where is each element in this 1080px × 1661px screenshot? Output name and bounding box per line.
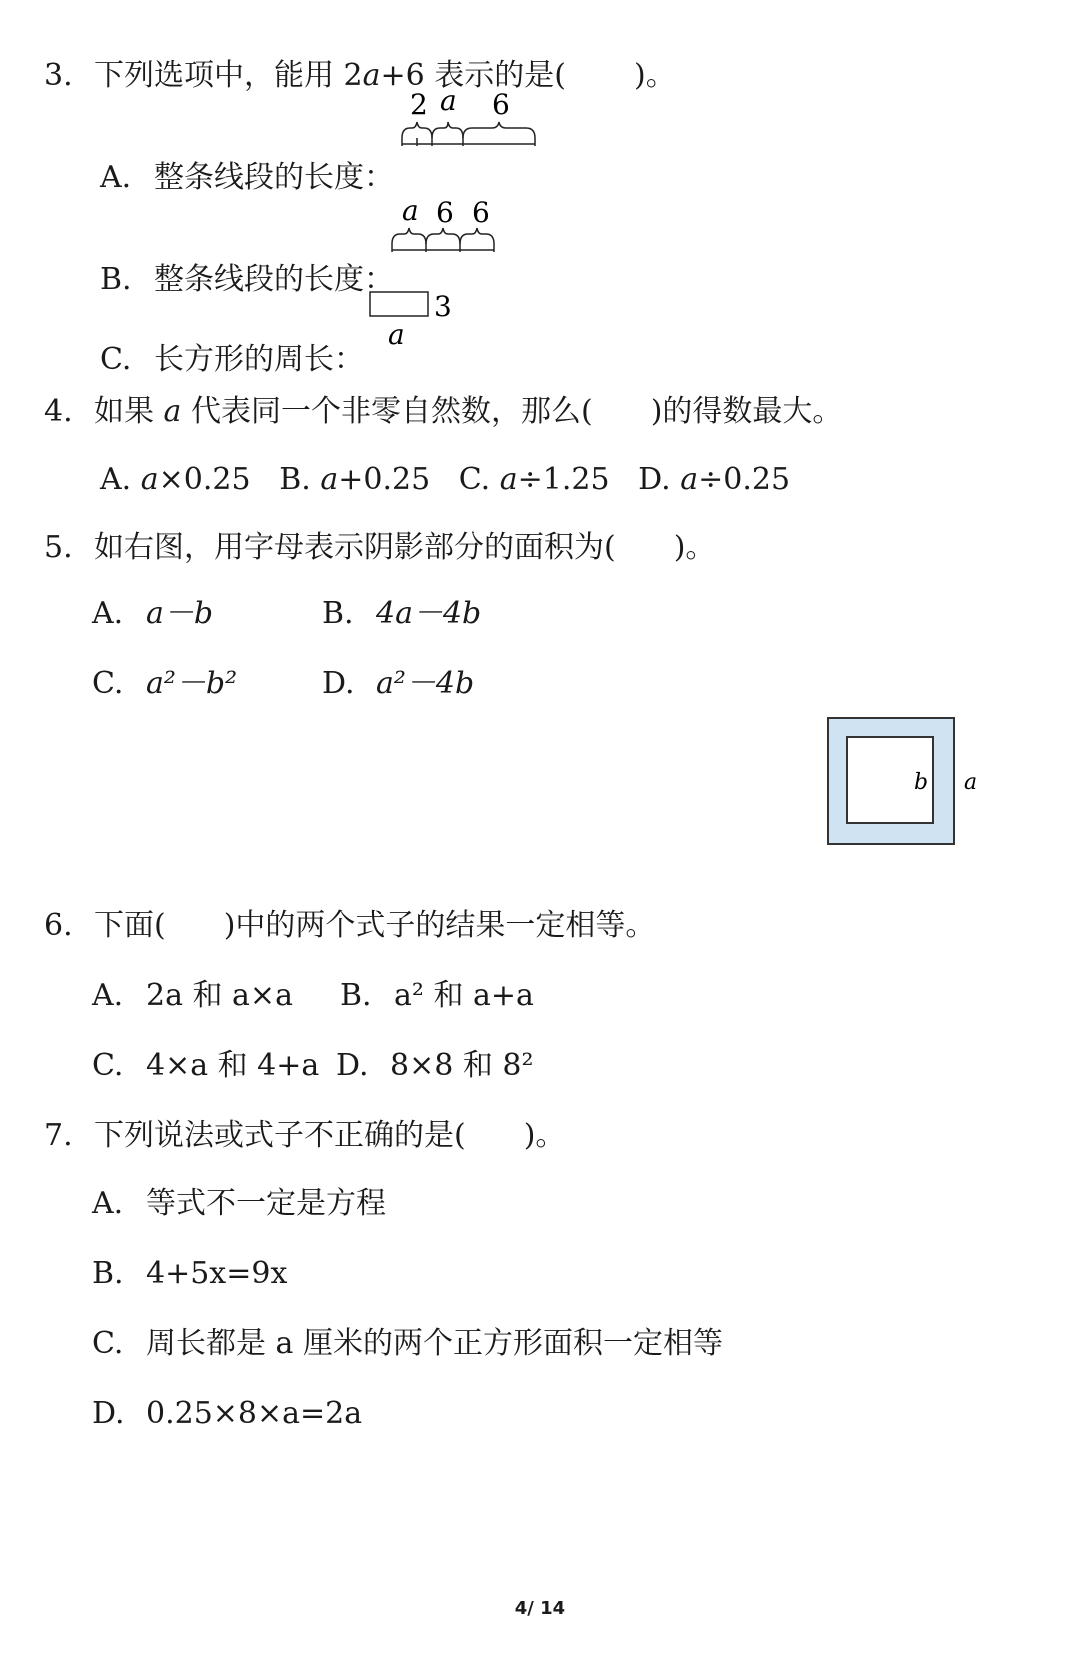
q5-option-c-text: a²－b²: [146, 666, 238, 701]
q3-c-rect-side: 3: [434, 290, 452, 323]
q7-option-b-text: 4+5x=9x: [146, 1256, 288, 1291]
q3-b-ticks: [392, 244, 494, 252]
q7-option-d-label: D.: [92, 1396, 125, 1431]
q6-option-b-label: B.: [340, 978, 372, 1013]
q3-stem-post: +6 表示的是(: [380, 58, 566, 93]
q3-a-ticks: [402, 138, 535, 146]
q7-stem-end: )。: [523, 1118, 566, 1153]
q4-option-b-label: B.: [279, 462, 311, 497]
q5-outer-label: a: [964, 770, 978, 795]
q6-option-b: [340, 942, 534, 1014]
q7-option-b-label: B.: [92, 1256, 124, 1291]
q3-a-seg-label-1: 2: [410, 88, 428, 121]
q6-option-c-label: C.: [92, 1048, 124, 1083]
q5-option-c-label: C.: [92, 666, 124, 701]
q6-stem: [44, 872, 655, 944]
q3-a-seg-label-3: 6: [492, 88, 510, 121]
q6-option-a-text: 2a 和 a×a: [146, 978, 293, 1013]
q3-b-brace-1: [392, 228, 426, 244]
q3-option-c-text: 长方形的周长：: [154, 342, 364, 377]
q3-option-a-text: 整条线段的长度：: [154, 160, 394, 195]
q4-option-d: [638, 462, 790, 497]
q4-option-c-expr: ÷1.25: [517, 462, 610, 497]
q5-stem-text: 如右图，用字母表示阴影部分的面积为(: [94, 530, 616, 565]
q4-option-b-expr: +0.25: [338, 462, 431, 497]
q7-number: 7.: [44, 1118, 73, 1153]
q4-option-c-var: a: [499, 462, 518, 497]
q7-stem-text: 下列说法或式子不正确的是(: [94, 1118, 466, 1153]
q3-option-b-segment-diagram: [390, 190, 510, 262]
q5-option-c: [92, 630, 237, 702]
q7-option-a: [92, 1150, 386, 1222]
q6-option-a: [92, 942, 293, 1014]
q3-option-c-rectangle-diagram: [368, 286, 468, 350]
q3-stem: [44, 22, 676, 94]
q5-option-d-label: D.: [322, 666, 355, 701]
q5-option-b-text: 4a－4b: [376, 596, 482, 631]
q7-option-a-text: 等式不一定是方程: [146, 1186, 386, 1221]
q4-var-a: a: [163, 394, 182, 429]
q4-option-b: [279, 462, 430, 497]
q3-var-a: a: [362, 58, 381, 93]
q5-number: 5.: [44, 530, 73, 565]
q4-stem-pre: 如果: [94, 394, 164, 429]
q3-c-rect-bottom: a: [388, 318, 405, 350]
q5-option-b-label: B.: [322, 596, 354, 631]
q6-option-a-label: A.: [92, 978, 124, 1013]
q7-option-d: [92, 1360, 362, 1432]
page-number: 4/ 14: [514, 1598, 566, 1619]
q3-a-brace-1: [402, 122, 432, 138]
q3-b-braces: [392, 228, 494, 252]
q7-option-c-text: 周长都是 a 厘米的两个正方形面积一定相等: [146, 1326, 723, 1361]
q3-stem-end: )。: [633, 58, 676, 93]
q4-stem-end: )的得数最大。: [650, 394, 843, 429]
q6-option-d-label: D.: [336, 1048, 369, 1083]
q4-option-a-expr: ×0.25: [158, 462, 251, 497]
q5-stem: [44, 494, 715, 566]
q4-option-d-label: D.: [638, 462, 671, 497]
q5-option-a: [92, 560, 213, 632]
q6-option-c: [92, 1012, 319, 1084]
q6-option-d: [336, 1012, 534, 1084]
q4-options: [100, 426, 790, 498]
q7-option-a-label: A.: [92, 1186, 124, 1221]
q3-b-seg-label-2: 6: [436, 196, 454, 229]
q3-option-b-text: 整条线段的长度：: [154, 262, 394, 297]
q3-a-brace-2: [432, 122, 463, 138]
q6-stem-end: )中的两个式子的结果一定相等。: [223, 908, 656, 943]
q5-option-d: [322, 630, 474, 702]
q3-a-brace-3: [463, 122, 535, 138]
q4-stem: [44, 358, 842, 430]
q3-stem-pre: 下列选项中，能用 2: [94, 58, 363, 93]
q4-option-a: [100, 462, 251, 497]
q4-option-a-label: A.: [100, 462, 132, 497]
q5-option-a-text: a－b: [146, 596, 214, 631]
q4-option-c-label: C.: [458, 462, 491, 497]
q3-b-seg-label-3: 6: [472, 196, 490, 229]
q3-option-a-label: A.: [100, 160, 132, 195]
q5-stem-end: )。: [673, 530, 716, 565]
q5-square-figure: [826, 716, 986, 850]
q3-c-rectangle: [370, 292, 428, 316]
q4-stem-mid: 代表同一个非零自然数，那么(: [181, 394, 593, 429]
q5-option-b: [322, 560, 481, 632]
q7-option-b: [92, 1220, 287, 1292]
q3-b-brace-3: [460, 228, 494, 244]
q4-option-d-var: a: [680, 462, 699, 497]
q3-a-braces: [402, 122, 535, 146]
q3-a-seg-label-2: a: [440, 84, 457, 117]
q6-option-d-text: 8×8 和 8²: [390, 1048, 534, 1083]
q5-option-a-label: A.: [92, 596, 124, 631]
q3-option-a: [100, 124, 394, 196]
q7-option-c: [92, 1290, 723, 1362]
q3-option-c-label: C.: [100, 342, 132, 377]
q6-number: 6.: [44, 908, 73, 943]
q5-option-d-text: a²－4b: [376, 666, 475, 701]
q4-option-a-var: a: [140, 462, 159, 497]
q4-option-d-expr: ÷0.25: [698, 462, 791, 497]
q3-option-a-segment-diagram: [400, 84, 550, 156]
q6-option-c-text: 4×a 和 4+a: [146, 1048, 320, 1083]
q7-option-d-text: 0.25×8×a=2a: [146, 1396, 363, 1431]
q6-option-b-text: a² 和 a+a: [394, 978, 534, 1013]
q4-option-b-var: a: [320, 462, 339, 497]
q3-option-b: [100, 226, 394, 298]
q3-number: 3.: [44, 58, 73, 93]
q3-b-seg-label-1: a: [402, 194, 419, 227]
q7-option-c-label: C.: [92, 1326, 124, 1361]
q5-inner-label: b: [914, 770, 929, 795]
q4-option-c: [459, 462, 610, 497]
q3-b-brace-2: [426, 228, 460, 244]
q3-option-b-label: B.: [100, 262, 132, 297]
q6-stem-pre: 下面(: [94, 908, 166, 943]
q4-number: 4.: [44, 394, 73, 429]
q7-stem: [44, 1082, 565, 1154]
